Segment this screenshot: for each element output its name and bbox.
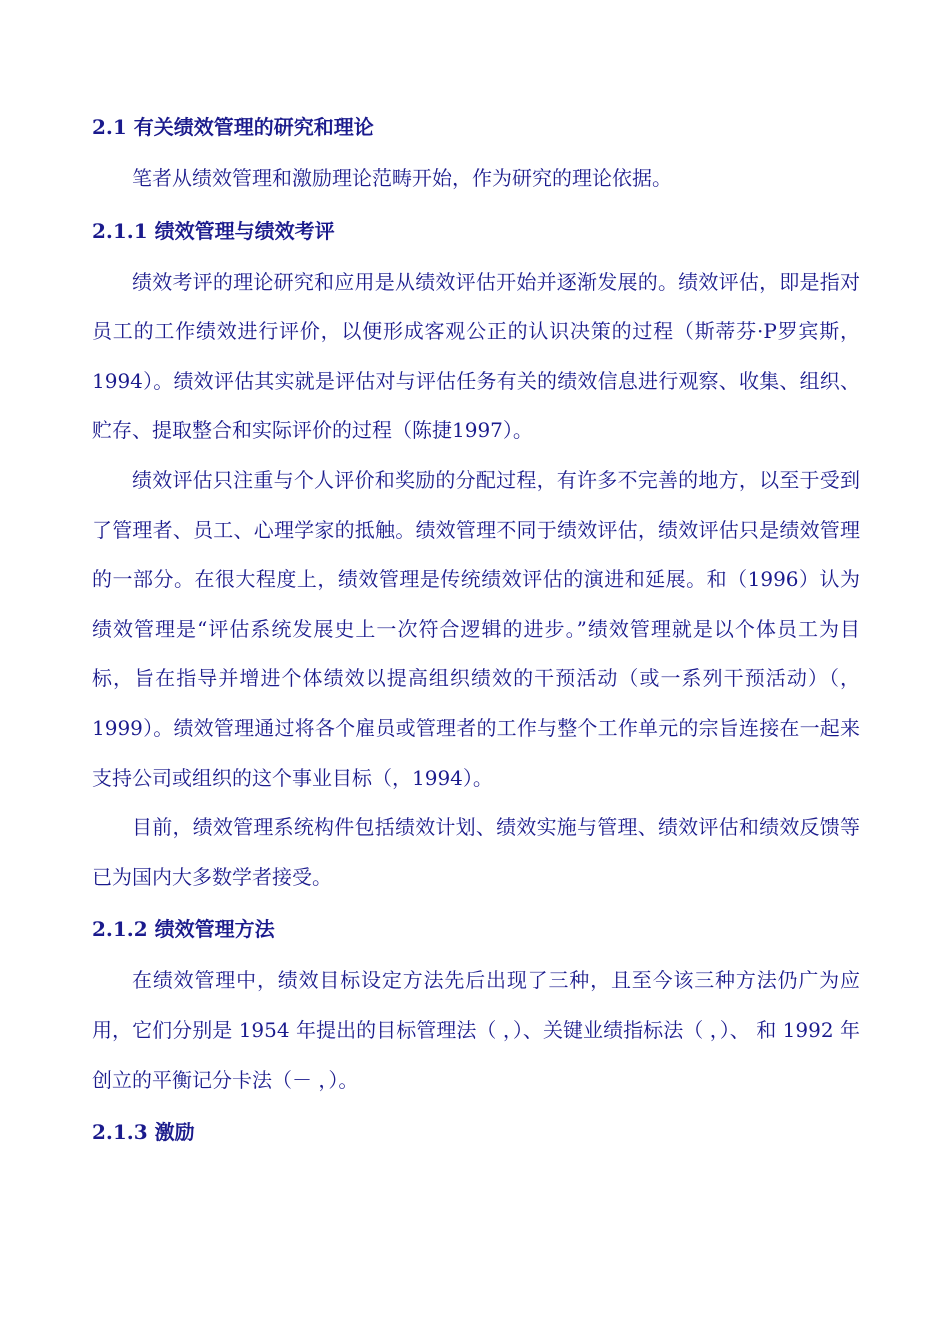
document-page — [92, 100, 860, 1159]
section-heading-2-1-1: 2.1.1 绩效管理与绩效考评 — [92, 218, 335, 243]
section-heading-2-1: 2.1 有关绩效管理的研究和理论 — [92, 115, 374, 139]
section-heading-2-1-3: 2.1.3 激励 — [92, 1120, 195, 1145]
paragraph-intro: 笔者从绩效管理和激励理论范畴开始，作为研究的理论依据。 — [132, 166, 672, 190]
paragraph-goal-setting-methods: 在绩效管理中，绩效目标设定方法先后出现了三种，且至今该三种方法仍广为应用，它们分别是 1954 年提出的目标管理法（ ，）、关键业绩指标法（ ，）、 和 1992 年创立的平衡记分卡法（－ ，）。 — [92, 968, 860, 1092]
paragraph-evaluation-definition: 绩效考评的理论研究和应用是从绩效评估开始并逐渐发展的。绩效评估，即是指对员工的工作绩效进行评价，以便形成客观公正的认识决策的过程（斯蒂芬·P罗宾斯，1994）。绩效评估其实就是评估对与评估任务有关的绩效信息进行观察、收集、组织、贮存、提取整合和实际评价的过程（陈捷1997）。 — [92, 269, 860, 443]
paragraph-system-components: 目前，绩效管理系统构件包括绩效计划、绩效实施与管理、绩效评估和绩效反馈等已为国内大多数学者接受。 — [92, 815, 860, 889]
paragraph-management-vs-evaluation: 绩效评估只注重与个人评价和奖励的分配过程，有许多不完善的地方，以至于受到了管理者、员工、心理学家的抵触。绩效管理不同于绩效评估，绩效评估只是绩效管理的一部分。在很大程度上，绩效管理是传统绩效评估的演进和延展。和（1996）认为绩效管理是“评估系统发展史上一次符合逻辑的进步。”绩效管理就是以个体员工为目标，旨在指导并增进个体绩效以提高组织绩效的干预活动（或一系列干预活动）（，1999）。绩效管理通过将各个雇员或管理者的工作与整个工作单元的宗旨连接在一起来支持公司或组织的这个事业目标（，1994）。 — [92, 467, 860, 790]
section-heading-2-1-2: 2.1.2 绩效管理方法 — [92, 917, 275, 942]
